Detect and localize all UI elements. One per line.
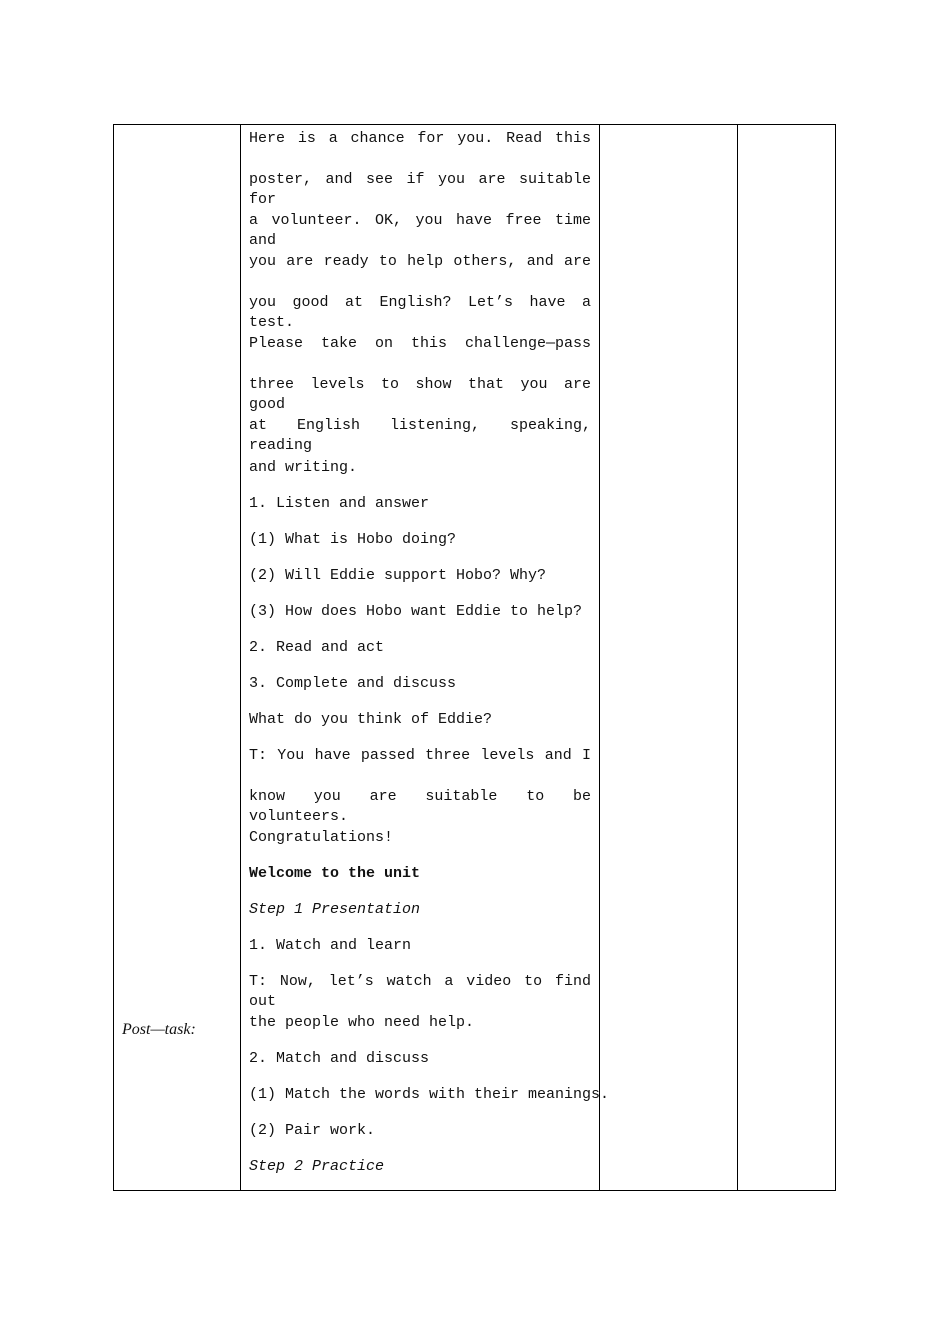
column-divider (599, 125, 600, 1190)
content-line: 2. Match and discuss (249, 1050, 430, 1067)
content-line: you good at English? Let’s have a test. (249, 294, 591, 331)
content-line: know you are suitable to be volunteers. (249, 788, 591, 825)
content-line: at English listening, speaking, reading (249, 417, 591, 454)
content-line: and writing. (249, 459, 358, 476)
content-line: What do you think of Eddie? (249, 711, 493, 728)
section-label-cell (114, 125, 240, 1190)
content-line: (3) How does Hobo want Eddie to help? (249, 603, 583, 620)
content-line: poster, and see if you are suitable for (249, 171, 591, 208)
content-line: T: You have passed three levels and I (249, 747, 591, 764)
content-line: 3. Complete and discuss (249, 675, 457, 692)
section-label: Post—task: (122, 1021, 196, 1038)
content-line: Welcome to the unit (249, 865, 421, 882)
column-divider (240, 125, 241, 1190)
content-line: you are ready to help others, and are (249, 253, 591, 270)
content-line: three levels to show that you are good (249, 376, 591, 413)
column-divider (737, 125, 738, 1190)
content-line: 1. Watch and learn (249, 937, 412, 954)
content-line: (2) Pair work. (249, 1122, 376, 1139)
content-line: Please take on this challenge—pass (249, 335, 591, 352)
lesson-plan-table (113, 124, 836, 1191)
content-line: (1) Match the words with their meanings. (249, 1086, 610, 1103)
content-line: 2. Read and act (249, 639, 385, 656)
content-line: a volunteer. OK, you have free time and (249, 212, 591, 249)
content-line: (1) What is Hobo doing? (249, 531, 457, 548)
content-line: Congratulations! (249, 829, 394, 846)
content-line: T: Now, let’s watch a video to find out (249, 973, 591, 1010)
content-line: Here is a chance for you. Read this (249, 130, 591, 147)
content-line: Step 2 Practice (249, 1158, 385, 1175)
content-line: 1. Listen and answer (249, 495, 430, 512)
content-line: the people who need help. (249, 1014, 475, 1031)
content-line: Step 1 Presentation (249, 901, 421, 918)
content-line: (2) Will Eddie support Hobo? Why? (249, 567, 547, 584)
